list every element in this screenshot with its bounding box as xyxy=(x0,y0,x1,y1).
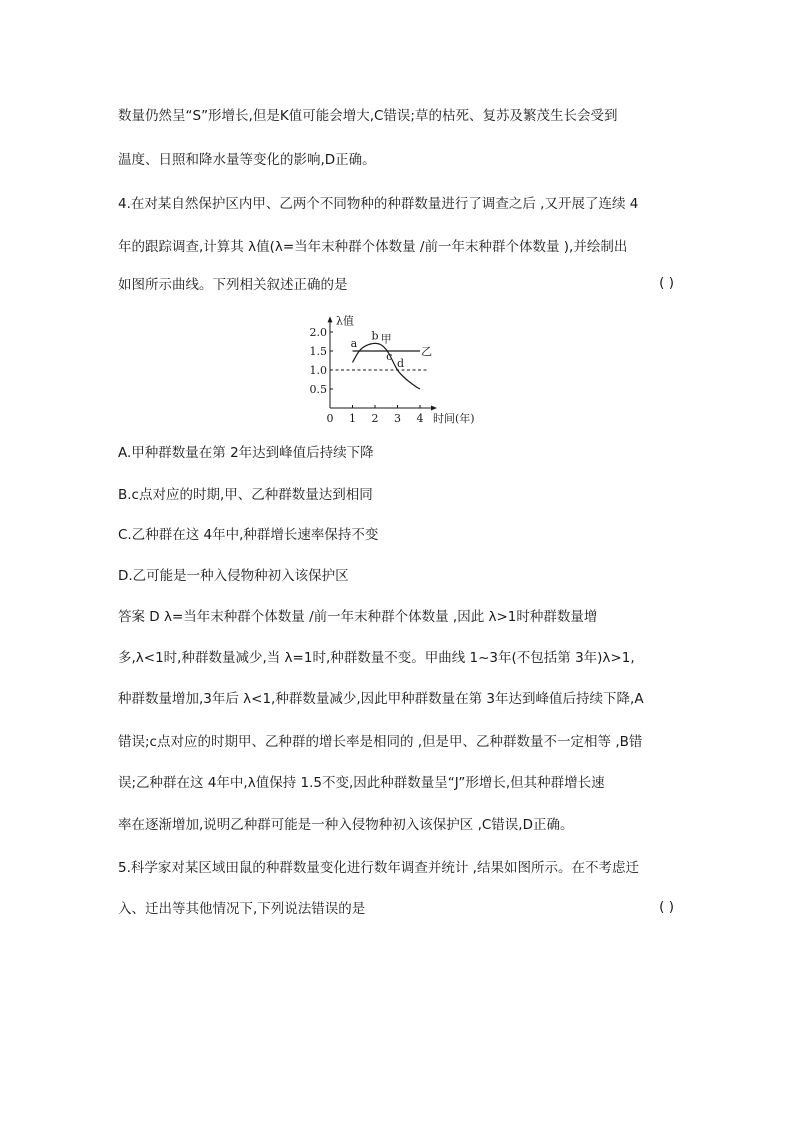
x-axis-label: 时间(年) xyxy=(433,412,475,425)
y-tick-label: 1.5 xyxy=(309,345,327,358)
q4-answer-line-5: 误;乙种群在这 4年中,λ值保持 1.5不变,因此种群数量呈“J”形增长,但其种群增长速 xyxy=(118,775,605,791)
point-label-d: d xyxy=(396,357,405,370)
x-tick-label: 0 xyxy=(326,412,334,425)
lambda-chart xyxy=(305,308,495,426)
q3-tail-line-2: 温度、日照和降水量等变化的影响,D正确。 xyxy=(118,152,376,168)
q4-option-c: C.乙种群在这 4年中,种群增长速率保持不变 xyxy=(118,527,379,543)
q5-answer-paren: ( ) xyxy=(659,899,674,915)
q4-stem-line-2: 年的跟踪调查,计算其 λ值(λ=当年末种群个体数量 /前一年末种群个体数量 ),并绘制出 xyxy=(118,239,628,255)
series-label-yi: 乙 xyxy=(421,345,433,358)
x-tick-label: 3 xyxy=(394,412,401,425)
q4-option-b: B.c点对应的时期,甲、乙种群数量达到相同 xyxy=(118,487,373,503)
series-label-jia: 甲 xyxy=(380,332,392,346)
y-tick-label: 1.0 xyxy=(309,364,327,377)
x-axis-arrow xyxy=(431,406,437,411)
q4-stem-line-1: 4.在对某自然保护区内甲、乙两个不同物种的种群数量进行了调查之后 ,又开展了连续 4 xyxy=(118,196,639,212)
q3-tail-line-1: 数量仍然呈“S”形增长,但是K值可能会增大,C错误;草的枯死、复苏及繁茂生长会受到 xyxy=(118,108,618,124)
q5-stem-line-1: 5.科学家对某区域田鼠的种群数量变化进行数年调查并统计 ,结果如图所示。在不考虑迁 xyxy=(118,860,639,876)
y-axis-arrow xyxy=(328,316,333,322)
x-tick-label: 1 xyxy=(349,412,356,425)
q4-option-a: A.甲种群数量在第 2年达到峰值后持续下降 xyxy=(118,445,374,461)
q4-answer-line-4: 错误;c点对应的时期甲、乙种群的增长率是相同的 ,但是甲、乙种群数量不一定相等 ,B错 xyxy=(118,734,643,750)
y-axis-label: λ值 xyxy=(336,314,354,328)
q4-answer-paren: ( ) xyxy=(659,275,674,291)
q4-option-d: D.乙可能是一种入侵物种初入该保护区 xyxy=(118,568,349,584)
q4-answer-line-1: 答案 D λ=当年末种群个体数量 /前一年末种群个体数量 ,因此 λ>1时种群数量增 xyxy=(118,609,598,625)
q4-answer-line-2: 多,λ<1时,种群数量减少,当 λ=1时,种群数量不变。甲曲线 1~3年(不包括第 3年)λ>1, xyxy=(118,650,635,666)
y-tick-label: 0.5 xyxy=(309,383,327,396)
point-label-b: b xyxy=(371,329,379,343)
point-label-a: a xyxy=(350,337,358,350)
x-tick-label: 2 xyxy=(371,412,379,425)
q4-answer-line-6: 率在逐渐增加,说明乙种群可能是一种入侵物种初入该保护区 ,C错误,D正确。 xyxy=(118,817,574,833)
q4-stem-line-3: 如图所示曲线。下列相关叙述正确的是 xyxy=(118,277,348,293)
q4-answer-line-3: 种群数量增加,3年后 λ<1,种群数量减少,因此甲种群数量在第 3年达到峰值后持续下降,A xyxy=(118,691,644,707)
point-label-c: c xyxy=(386,350,393,363)
q5-stem-line-2: 入、迁出等其他情况下,下列说法错误的是 xyxy=(118,901,366,917)
x-tick-label: 4 xyxy=(416,412,424,425)
y-tick-label: 2.0 xyxy=(309,326,327,339)
